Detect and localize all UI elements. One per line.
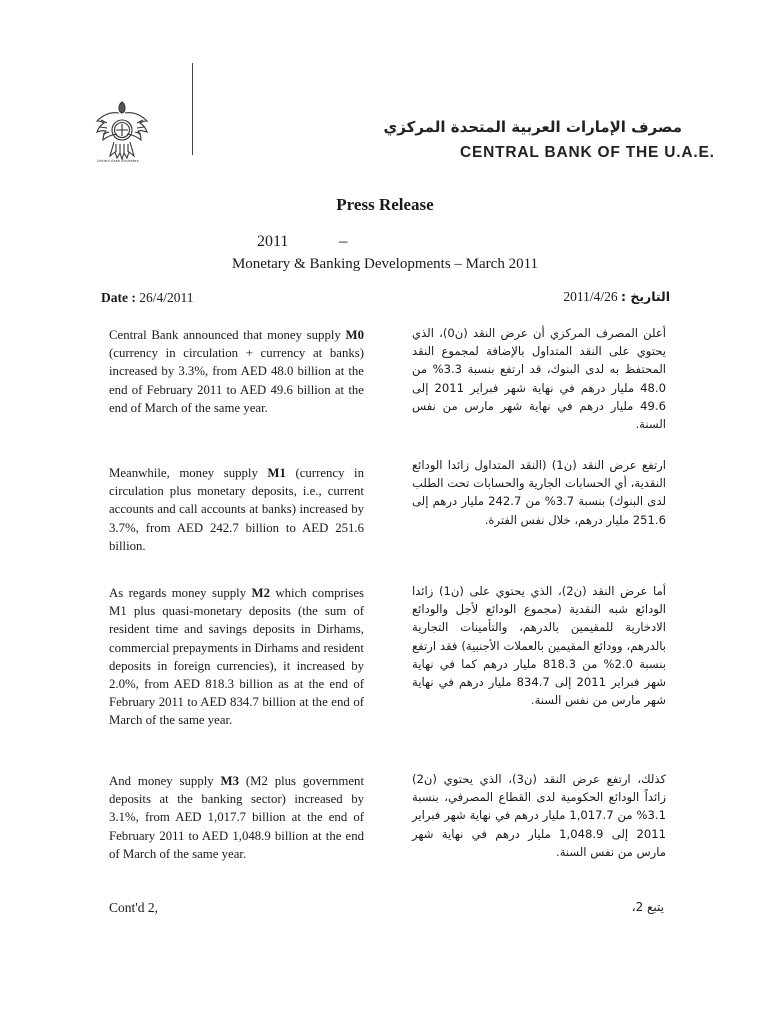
paragraph-m2-english bbox=[109, 584, 364, 730]
money-supply-term: M2 bbox=[251, 586, 270, 600]
money-supply-term: M0 bbox=[345, 328, 364, 342]
paragraph-m3-english bbox=[109, 772, 364, 863]
date-label-arabic: التاريخ : bbox=[620, 289, 670, 304]
paragraph-text: (currency in circulation plus monetary deposits, i.e., current accounts and call accounts at banks) increased by 3.7%, from AED 242.7 billion to AED 251.6 billion. bbox=[109, 466, 365, 553]
paragraph-text: (currency in circulation + currency at banks) increased by 3.3%, from AED 48.0 billion at the end of February 2011 to AED 49.6 billion at the end of March of the same year. bbox=[109, 346, 364, 415]
date-value-arabic: 2011/4/26 bbox=[563, 289, 618, 304]
header-divider bbox=[192, 63, 193, 155]
date-value: 26/4/2011 bbox=[139, 290, 194, 305]
paragraph-m0-arabic: أعلن المصرف المركزي أن عرض النقد (ن0)، الذي يحتوي على النقد المتداول بالإضافة لمجموع النقد المحتفظ به لدى البنوك، قد ارتفع بنسبة 3.3% من 48.0 مليار درهم في نهاية شهر فبراير 2011 إلى 49.6 مليار درهم في نهاية شهر مارس من نفس السنة. bbox=[412, 326, 666, 432]
date-arabic bbox=[520, 289, 670, 305]
page-subtitle: Monetary & Banking Developments – March 2011 bbox=[231, 256, 539, 272]
paragraph-m2-arabic: أما عرض النقد (ن2)، الذي يحتوي على (ن1) زائدا الودائع شبه النقدية (مجموع الودائع لأجل والودائع الادخارية للمقيمين بالدرهم، والتأمينات التجارية بالدرهم، وودائع المقيمين بالعملات الأجنبية) فقد ارتفع بنسبة 2.0% من 818.3 مليار درهم كما في نهاية شهر فبراير 2011 إلى 834.7 مليار درهم في نهاية شهر مارس من نفس السنة. bbox=[412, 584, 667, 708]
paragraph-m3-arabic: كذلك، ارتفع عرض النقد (ن3)، الذي يحتوي (ن2) زائداً الودائع الحكومية لدى القطاع المصرفي، بنسبة 3.1% من 1,017.7 مليار درهم في نهاية شهر فبراير 2011 إلى 1,048.9 مليار درهم في نهاية شهر مارس من نفس السنة. bbox=[412, 772, 667, 859]
paragraph-text: And money supply bbox=[109, 774, 221, 788]
title-dash: – bbox=[339, 231, 348, 250]
bank-name-arabic: مصرف الإمارات العربية المتحدة المركزي bbox=[383, 118, 682, 136]
page-title: Press Release bbox=[336, 195, 434, 214]
paragraph-text: (M2 plus government deposits at the banking sector) increased by 3.1%, from AED 1,017.7 billion at the end of February 2011 to AED 1,048.9 billion at the end of March of the same year. bbox=[109, 774, 364, 861]
paragraph-m1-arabic: ارتفع عرض النقد (ن1) (النقد المتداول زائدا الودائع النقدية، أي الحسابات الجارية والحسابات تحت الطلب لدى البنوك) بنسبة 3.7% من 242.7 مليار درهم إلى 251.6 مليار درهم، خلال نفس الفترة. bbox=[412, 458, 666, 527]
bank-name-english: CENTRAL BANK OF THE U.A.E. bbox=[460, 144, 715, 161]
date-english bbox=[101, 290, 194, 306]
paragraph-m0-english bbox=[109, 326, 364, 417]
money-supply-term: M3 bbox=[220, 774, 239, 788]
continued-note-arabic: يتبع 2، bbox=[631, 900, 664, 914]
emblem-caption: United Arab Emirates bbox=[97, 158, 139, 163]
date-label: Date : bbox=[101, 290, 136, 305]
continued-note-english: Cont'd 2, bbox=[109, 900, 158, 915]
paragraph-text: Central Bank announced that money supply bbox=[109, 328, 346, 342]
paragraph-m1-english bbox=[109, 464, 364, 555]
money-supply-term: M1 bbox=[267, 466, 286, 480]
paragraph-text: which comprises M1 plus quasi-monetary deposits (the sum of resident time and savings deposits in Dirhams, commercial prepayments in Dirhams and resident deposits in foreign currencies), it increased by 2.0%, from AED 818.3 billion as at the end of February 2011 to AED 834.7 billion at the end of March of the same year. bbox=[109, 586, 364, 728]
paragraph-text: As regards money supply bbox=[109, 586, 252, 600]
paragraph-text: Meanwhile, money supply bbox=[109, 466, 268, 480]
title-year: 2011 bbox=[257, 233, 289, 250]
